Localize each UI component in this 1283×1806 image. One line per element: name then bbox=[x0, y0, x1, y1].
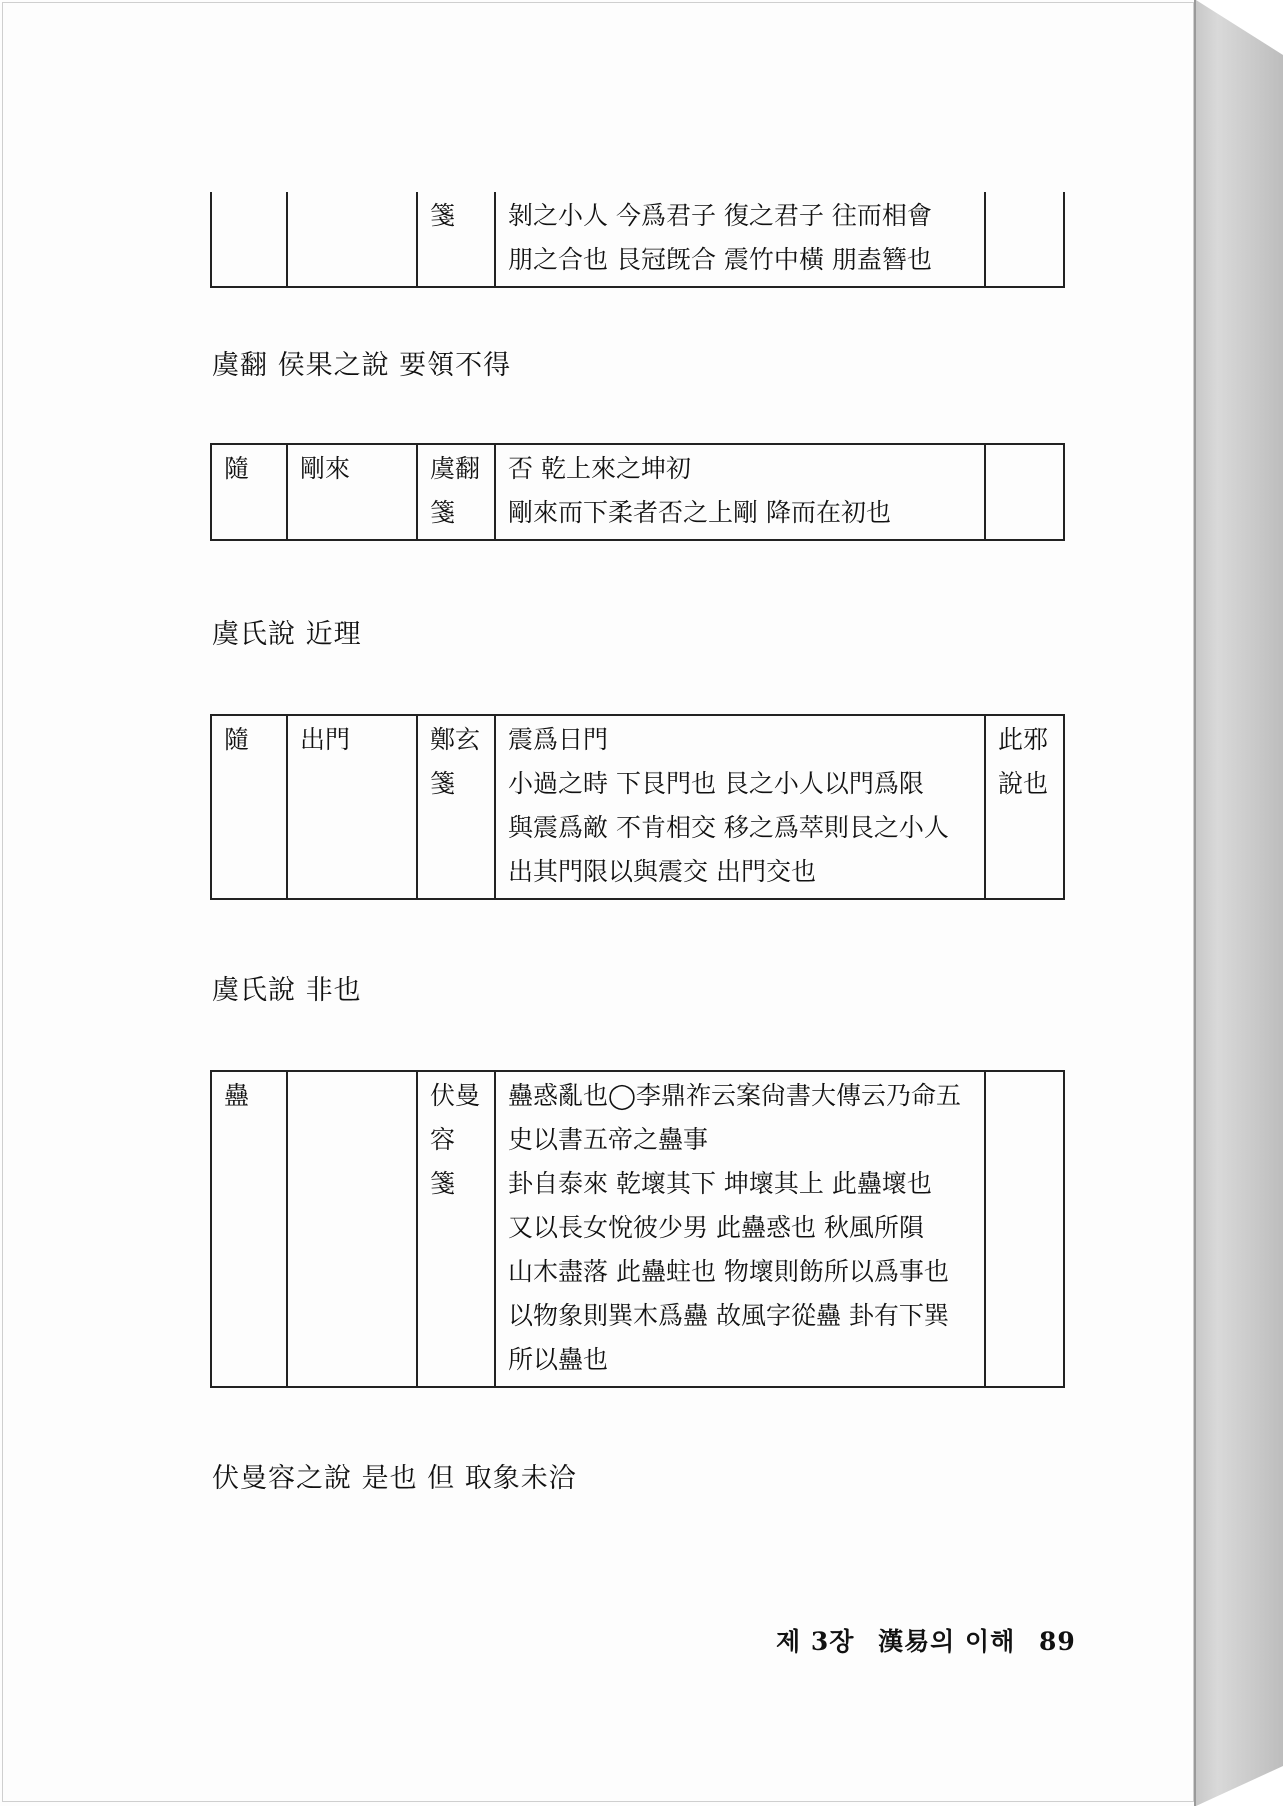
commentary-line: 朋之合也 艮冠旣合 震竹中橫 朋盍簪也 bbox=[508, 245, 932, 274]
hexagram-name: 隨 bbox=[224, 725, 250, 754]
commentator-line: 鄭玄 bbox=[430, 725, 481, 754]
book-side-edge bbox=[1196, 0, 1283, 1806]
gloss-table-4 bbox=[210, 1070, 1065, 1388]
table-row bbox=[211, 1071, 1064, 1387]
table-row bbox=[211, 715, 1064, 899]
gloss-table-3 bbox=[210, 714, 1065, 900]
commentary-line: 震爲日門 bbox=[508, 725, 609, 754]
commentator-line: 箋 bbox=[430, 201, 456, 230]
commentary-line: 史以書五帝之蠱事 bbox=[508, 1125, 709, 1154]
commentator-cell bbox=[417, 192, 495, 287]
commentator-line: 伏曼 bbox=[430, 1081, 481, 1110]
commentator-cell bbox=[417, 444, 495, 540]
commentator-line: 容 bbox=[430, 1125, 456, 1154]
gloss-table-1 bbox=[210, 192, 1065, 288]
phrase-cell bbox=[287, 715, 417, 899]
remark-line: 此邪 bbox=[998, 725, 1049, 754]
gloss-table-2 bbox=[210, 443, 1065, 541]
verdict-text: 虞翻 侯果之說 要領不得 bbox=[212, 350, 512, 381]
table-row bbox=[211, 192, 1064, 287]
commentary-line: 小過之時 下艮門也 艮之小人以門爲限 bbox=[508, 769, 924, 798]
chapter-title: 漢易의 이해 bbox=[878, 1627, 1016, 1656]
phrase-text: 出門 bbox=[300, 725, 351, 754]
commentary-cell bbox=[495, 1071, 985, 1387]
verdict-text: 虞氏說 近理 bbox=[212, 619, 362, 650]
commentator-line: 箋 bbox=[430, 769, 456, 798]
commentary-line: 與震爲敵 不肯相交 移之爲萃則艮之小人 bbox=[508, 813, 949, 842]
commentator-cell bbox=[417, 715, 495, 899]
commentator-line: 箋 bbox=[430, 498, 456, 527]
remark-line: 說也 bbox=[998, 769, 1049, 798]
commentary-line: 山木盡落 此蠱蛀也 物壞則飭所以爲事也 bbox=[508, 1257, 949, 1286]
phrase-cell bbox=[287, 444, 417, 540]
hexagram-cell bbox=[211, 715, 287, 899]
commentary-cell bbox=[495, 715, 985, 899]
phrase-cell bbox=[287, 1071, 417, 1387]
commentary-cell bbox=[495, 444, 985, 540]
commentator-cell bbox=[417, 1071, 495, 1387]
commentary-line: 蠱惑亂也◯李鼎祚云案尙書大傳云乃命五 bbox=[508, 1081, 961, 1110]
commentator-line: 箋 bbox=[430, 1169, 456, 1198]
hexagram-name: 蠱 bbox=[224, 1081, 250, 1110]
page-number: 89 bbox=[1039, 1627, 1076, 1656]
hexagram-cell bbox=[211, 1071, 287, 1387]
commentary-line: 又以長女悅彼少男 此蠱惑也 秋風所隕 bbox=[508, 1213, 924, 1242]
hexagram-name: 隨 bbox=[224, 454, 250, 483]
hexagram-cell bbox=[211, 444, 287, 540]
verdict-text: 虞氏說 非也 bbox=[212, 975, 362, 1006]
remark-cell bbox=[985, 192, 1064, 287]
remark-cell bbox=[985, 444, 1064, 540]
commentary-line: 卦自泰來 乾壞其下 坤壞其上 此蠱壞也 bbox=[508, 1169, 932, 1198]
phrase-text: 剛來 bbox=[300, 454, 351, 483]
commentary-line: 出其門限以與震交 出門交也 bbox=[508, 857, 816, 886]
commentary-line: 否 乾上來之坤初 bbox=[508, 454, 691, 483]
commentary-line: 以物象則巽木爲蠱 故風字從蠱 卦有下巽 bbox=[508, 1301, 949, 1330]
remark-cell bbox=[985, 1071, 1064, 1387]
hexagram-cell bbox=[211, 192, 287, 287]
commentator-line: 虞翻 bbox=[430, 454, 481, 483]
commentary-cell bbox=[495, 192, 985, 287]
remark-cell bbox=[985, 715, 1064, 899]
commentary-line: 剛來而下柔者否之上剛 降而在初也 bbox=[508, 498, 891, 527]
page-footer bbox=[776, 1622, 1090, 1658]
commentary-line: 所以蠱也 bbox=[508, 1345, 609, 1374]
table-row bbox=[211, 444, 1064, 540]
chapter-label: 제 3장 bbox=[776, 1627, 855, 1656]
commentary-line: 剝之小人 今爲君子 復之君子 往而相會 bbox=[508, 201, 932, 230]
verdict-text: 伏曼容之說 是也 但 取象未洽 bbox=[212, 1463, 577, 1494]
phrase-cell bbox=[287, 192, 417, 287]
